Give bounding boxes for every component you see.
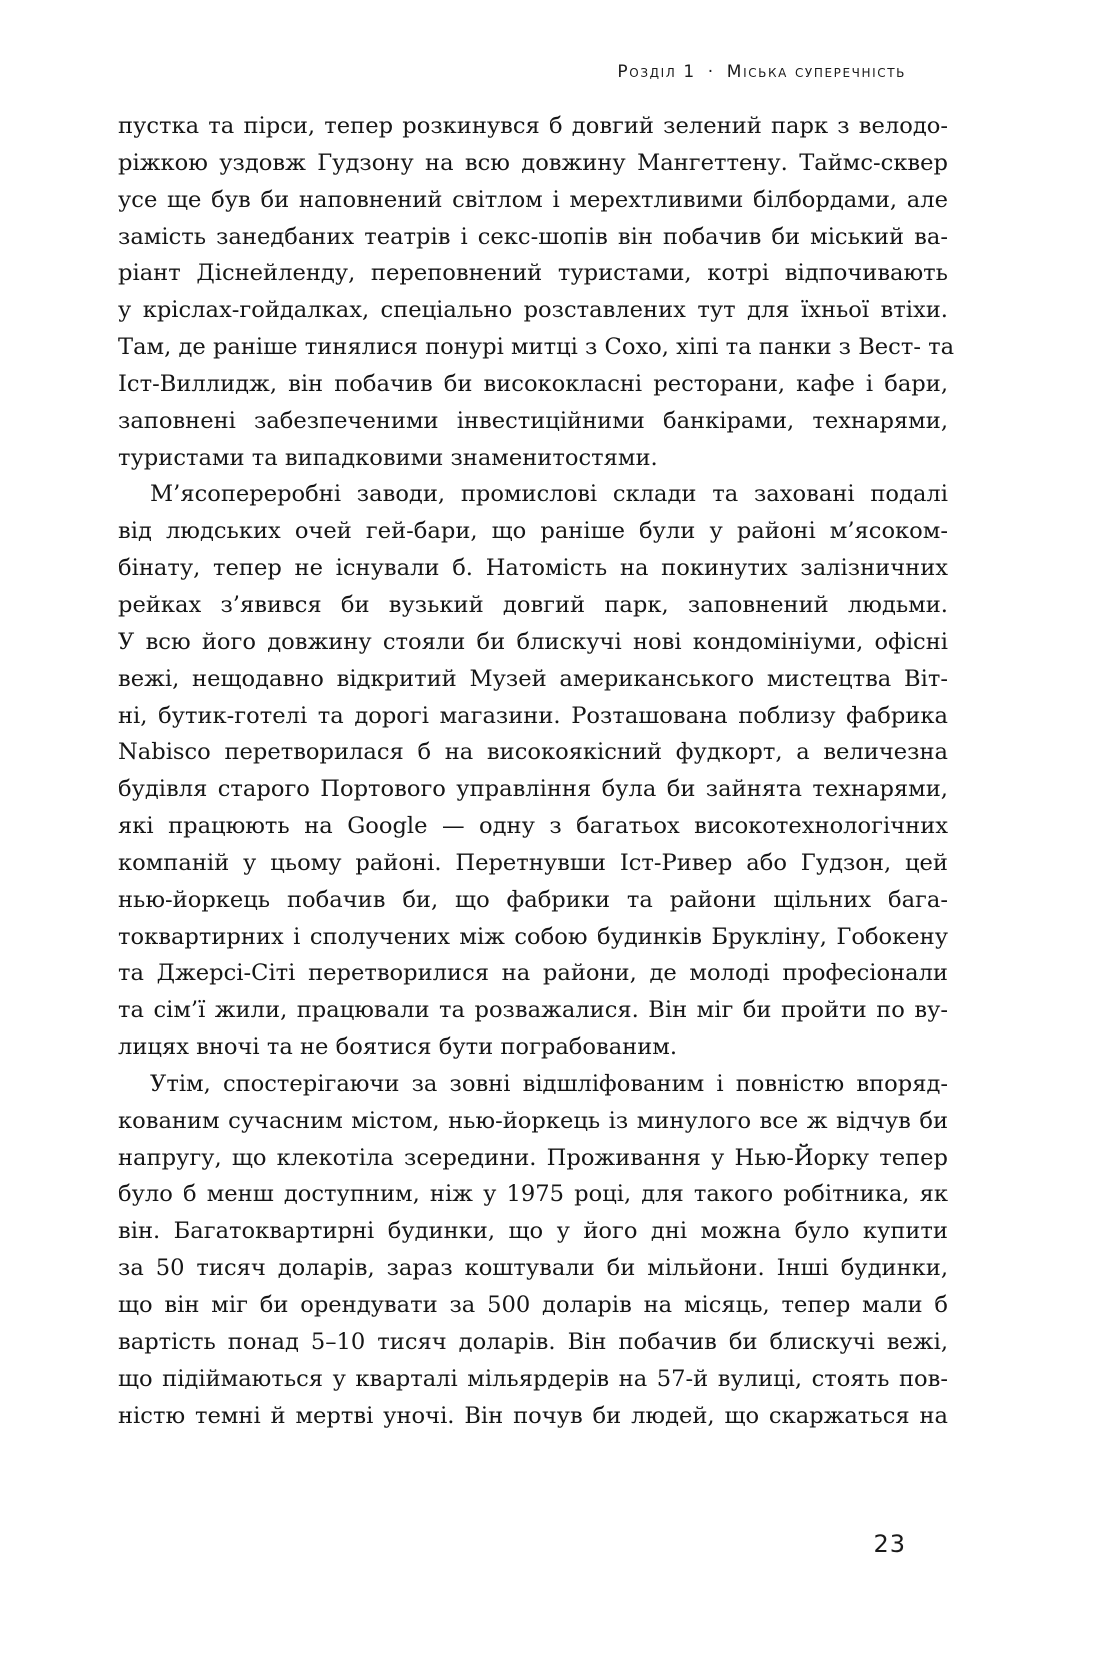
text-line: Там, де раніше тинялися понурі митці з Сохо, хіпі та панки з Вест- та: [118, 334, 955, 361]
text-line: що підіймаються у кварталі мільярдерів на 57-й вулиці, стоять пов-: [118, 1365, 948, 1392]
text-line: від людських очей гей-бари, що раніше були у районі м’ясоком-: [118, 518, 948, 545]
text-line: токвартирних і сполучених між собою будинків Брукліну, Гобокену: [118, 923, 948, 950]
paragraph: [118, 476, 948, 1066]
text-line: вежі, нещодавно відкритий Музей американського мистецтва Віт-: [118, 665, 948, 692]
text-line: Іст-Виллидж, він побачив би висококласні ресторани, кафе і бари,: [118, 370, 948, 397]
text-line: будівля старого Портового управління була би зайнята технарями,: [118, 776, 948, 803]
text-line: ріант Діснейленду, переповнений туристами, котрі відпочивають: [118, 260, 948, 287]
text-line: кованим сучасним містом, нью-йоркець із минулого все ж відчув би: [118, 1107, 948, 1134]
text-line: та сім’ї жили, працювали та розважалися. Він міг би пройти по ву-: [118, 997, 948, 1024]
text-line: ні, бутик-готелі та дорогі магазини. Розташована поблизу фабрика: [118, 702, 948, 729]
chapter-title: Міська суперечність: [726, 62, 906, 82]
text-line: У всю його довжину стояли би блискучі нові кондомініуми, офісні: [118, 628, 948, 655]
text-line: Nabisco перетворилася б на високоякісний фудкорт, а величезна: [118, 739, 948, 766]
text-line: було б менш доступним, ніж у 1975 році, для такого робітника, як: [118, 1181, 948, 1208]
page-number: 23: [873, 1530, 906, 1558]
text-line: у кріслах-гойдалках, спеціально розставлених тут для їхньої втіхи.: [118, 297, 948, 324]
text-line: пустка та пірси, тепер розкинувся б довгий зелений парк з велодо-: [118, 113, 948, 139]
text-line: ріжкою уздовж Гудзону на всю довжину Мангеттену. Таймс-сквер: [118, 149, 948, 176]
chapter-label: Розділ 1: [617, 62, 696, 82]
text-line: Утім, спостерігаючи за зовні відшліфованим і повністю впоряд-: [150, 1070, 948, 1097]
paragraph: [118, 108, 955, 476]
text-line: що він міг би орендувати за 500 доларів на місяць, тепер мали б: [118, 1292, 948, 1318]
paragraph: [118, 1066, 948, 1434]
text-line: лицях вночі та не боятися бути пограбованим.: [118, 1034, 678, 1061]
text-line: напругу, що клекотіла зсередини. Проживання у Нью-Йорку тепер: [118, 1144, 948, 1171]
text-line: які працюють на Google — одну з багатьох високотехнологічних: [118, 813, 948, 840]
text-line: рейках з’явився би вузький довгий парк, заповнений людьми.: [118, 591, 948, 618]
running-header: [617, 62, 906, 82]
text-line: усе ще був би наповнений світлом і мерехтливими білбордами, але: [118, 186, 948, 213]
text-line: М’ясопереробні заводи, промислові склади та заховані подалі: [150, 481, 948, 508]
header-separator: ·: [707, 62, 715, 82]
text-line: за 50 тисяч доларів, зараз коштували би мільйони. Інші будинки,: [118, 1255, 948, 1282]
text-line: замість занедбаних театрів і секс-шопів він побачив би міський ва-: [118, 223, 948, 250]
text-line: туристами та випадковими знаменитостями.: [118, 444, 658, 471]
body-text: [118, 108, 955, 1434]
text-line: вартість понад 5–10 тисяч доларів. Він побачив би блискучі вежі,: [118, 1328, 948, 1355]
text-line: він. Багатоквартирні будинки, що у його дні можна було купити: [118, 1218, 948, 1245]
text-line: бінату, тепер не існували б. Натомість на покинутих залізничних: [118, 555, 948, 582]
text-line: нью-йоркець побачив би, що фабрики та райони щільних бага-: [118, 886, 948, 913]
text-line: та Джерсі-Сіті перетворилися на райони, де молоді професіонали: [118, 960, 948, 987]
text-line: компаній у цьому районі. Перетнувши Іст-Ривер або Гудзон, цей: [118, 849, 948, 876]
text-line: заповнені забезпеченими інвестиційними банкірами, технарями,: [118, 407, 948, 434]
text-line: ністю темні й мертві уночі. Він почув би людей, що скаржаться на: [118, 1402, 948, 1429]
